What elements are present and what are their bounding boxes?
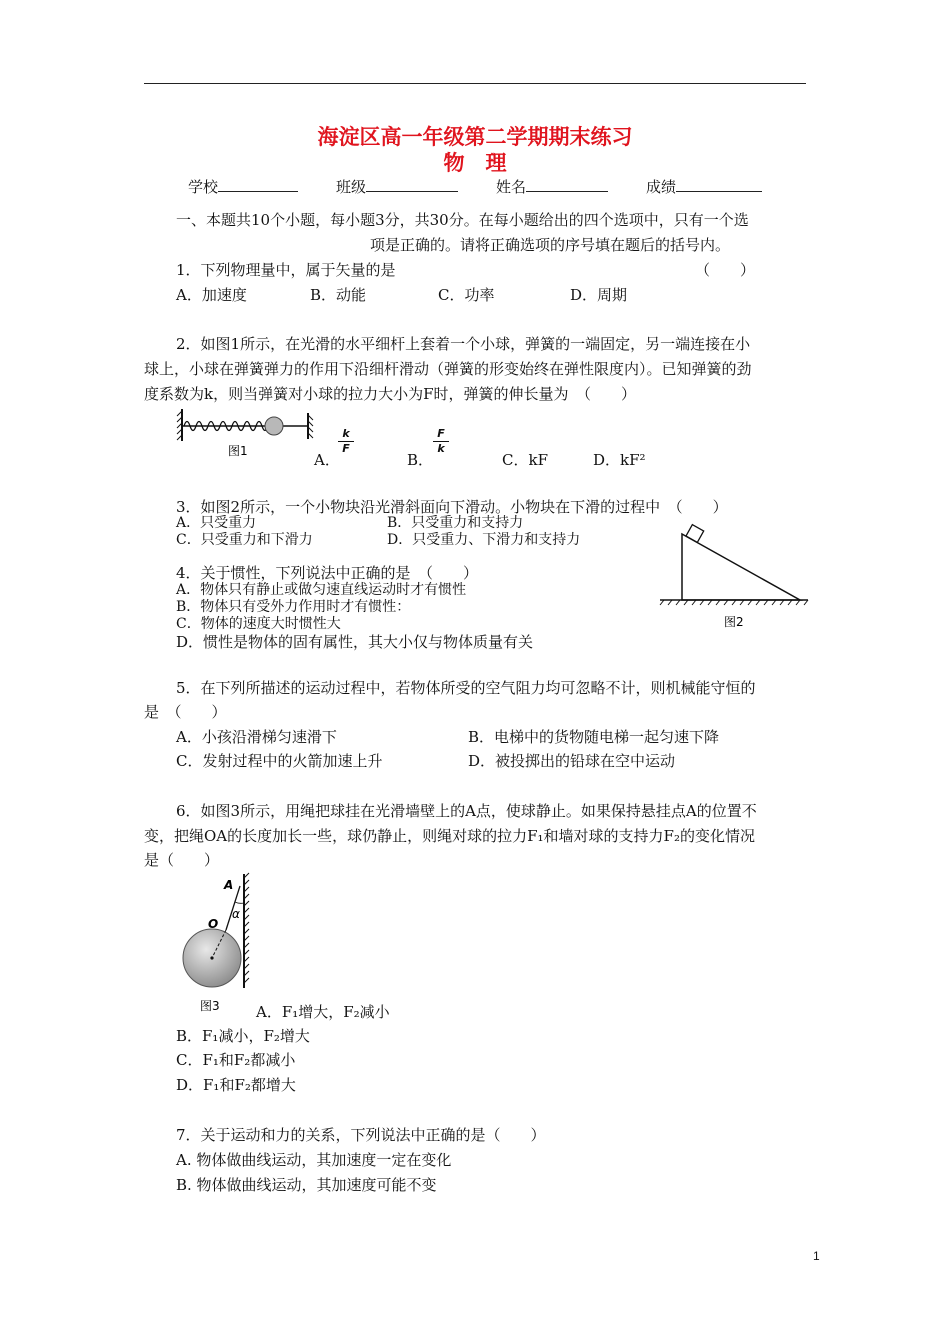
q7-stem: 7．关于运动和力的关系，下列说法中正确的是（ ） (176, 1126, 546, 1144)
q2-option-b-fraction (433, 428, 449, 455)
figure-1-spring (176, 405, 316, 465)
q2-option-a-label[interactable]: A． (314, 451, 340, 469)
figure-3-caption: 图3 (200, 999, 220, 1013)
q3-option-d[interactable]: D．只受重力、下滑力和支持力 (387, 532, 581, 548)
q6-option-d[interactable]: D．F₁和F₂都增大 (176, 1076, 296, 1094)
q5-stem-line2: 是 （ ） (144, 703, 227, 721)
q5-option-c[interactable]: C．发射过程中的火箭加速上升 (176, 752, 383, 770)
field-class[interactable] (336, 177, 458, 197)
q1-stem: 1．下列物理量中，属于矢量的是 (176, 261, 396, 279)
figure-3-label-a: A (224, 878, 234, 892)
q1-option-a[interactable]: A．加速度 (176, 286, 247, 304)
field-school[interactable] (188, 177, 298, 197)
figure-2-incline (656, 520, 816, 635)
q1-option-c[interactable]: C．功率 (438, 286, 495, 304)
page-title: 海淀区高一年级第二学期期末练习 (317, 125, 633, 149)
q2-option-a-denominator: F (342, 442, 350, 455)
q2-option-b-numerator: F (437, 427, 445, 440)
figure-3-label-o: O (208, 917, 219, 931)
field-class-label: 班级 (336, 178, 367, 196)
section-instructions-line1: 一、本题共10个小题，每小题3分，共30分。在每小题给出的四个选项中，只有一个选 (176, 211, 749, 229)
q4-option-d[interactable]: D．惯性是物体的固有属性，其大小仅与物体质量有关 (176, 633, 534, 651)
q2-option-b-denominator: k (437, 442, 445, 455)
q4-option-c[interactable]: C．物体的速度大时惯性大 (176, 616, 341, 632)
q2-stem-line1: 2．如图1所示，在光滑的水平细杆上套着一个小球，弹簧的一端固定，另一端连接在小 (176, 335, 751, 353)
q2-stem-line2: 球上，小球在弹簧弹力的作用下沿细杆滑动（弹簧的形变始终在弹性限度内）。已知弹簧的劲 (144, 360, 752, 378)
q6-option-b[interactable]: B．F₁减小，F₂增大 (176, 1027, 310, 1045)
q6-stem-line1: 6．如图3所示，用绳把球挂在光滑墙壁上的A点，使球静止。如果保持悬挂点A的位置不 (176, 802, 757, 820)
section-instructions-line2: 项是正确的。请将正确选项的序号填在题后的括号内。 (370, 236, 731, 254)
q2-option-a-numerator: k (342, 427, 350, 440)
q7-option-b[interactable]: B. 物体做曲线运动，其加速度可能不变 (176, 1176, 437, 1194)
q5-option-a[interactable]: A．小孩沿滑梯匀速滑下 (176, 728, 337, 746)
header-rule (144, 83, 806, 84)
q3-option-b[interactable]: B．只受重力和支持力 (387, 515, 524, 531)
field-score-label: 成绩 (646, 178, 677, 196)
q4-stem: 4．关于惯性，下列说法中正确的是 （ ） (176, 564, 479, 582)
q6-stem-line2: 变，把绳OA的长度加长一些，球仍静止，则绳对球的拉力F₁和墙对球的支持力F₂的变化情况 (144, 827, 755, 845)
figure-3-label-alpha: α (232, 907, 240, 921)
subject-title: 物 理 (443, 151, 507, 175)
q4-option-b[interactable]: B．物体只有受外力作用时才有惯性： (176, 599, 411, 615)
q1-answer-bracket[interactable]: （ ） (695, 261, 756, 279)
q2-stem-line3: 度系数为k，则当弹簧对小球的拉力大小为F时，弹簧的伸长量为 （ ） (144, 385, 637, 403)
q2-option-c[interactable]: C．kF (502, 451, 548, 469)
q4-option-a[interactable]: A．物体只有静止或做匀速直线运动时才有惯性 (176, 582, 467, 598)
q5-option-b[interactable]: B．电梯中的货物随电梯一起匀速下降 (468, 728, 720, 746)
q5-stem-line1: 5．在下列所描述的运动过程中，若物体所受的空气阻力均可忽略不计，则机械能守恒的 (176, 679, 756, 697)
q6-option-a[interactable]: A．F₁增大，F₂减小 (256, 1003, 390, 1021)
q2-option-b-label[interactable]: B． (407, 451, 434, 469)
q6-option-c[interactable]: C．F₁和F₂都减小 (176, 1051, 296, 1069)
field-name[interactable] (496, 177, 608, 197)
field-name-label: 姓名 (496, 178, 527, 196)
q2-option-d[interactable]: D．kF² (593, 451, 646, 469)
q3-option-a[interactable]: A．只受重力 (176, 515, 257, 531)
q5-option-d[interactable]: D．被投掷出的铅球在空中运动 (468, 752, 676, 770)
figure-1-caption: 图1 (228, 444, 248, 458)
q3-option-c[interactable]: C．只受重力和下滑力 (176, 532, 313, 548)
q6-stem-line3: 是（ ） (144, 851, 220, 869)
field-school-label: 学校 (188, 178, 219, 196)
page-number: 1 (813, 1249, 820, 1263)
figure-2-caption: 图2 (724, 615, 744, 629)
q1-option-d[interactable]: D．周期 (570, 286, 628, 304)
q2-option-a-fraction (338, 428, 354, 455)
q1-option-b[interactable]: B．动能 (310, 286, 367, 304)
figure-3-ball-wall (178, 872, 258, 1022)
q7-option-a[interactable]: A. 物体做曲线运动，其加速度一定在变化 (176, 1151, 452, 1169)
field-score[interactable] (646, 177, 762, 197)
q3-stem: 3．如图2所示，一个小物块沿光滑斜面向下滑动。小物块在下滑的过程中 （ ） (176, 498, 728, 516)
